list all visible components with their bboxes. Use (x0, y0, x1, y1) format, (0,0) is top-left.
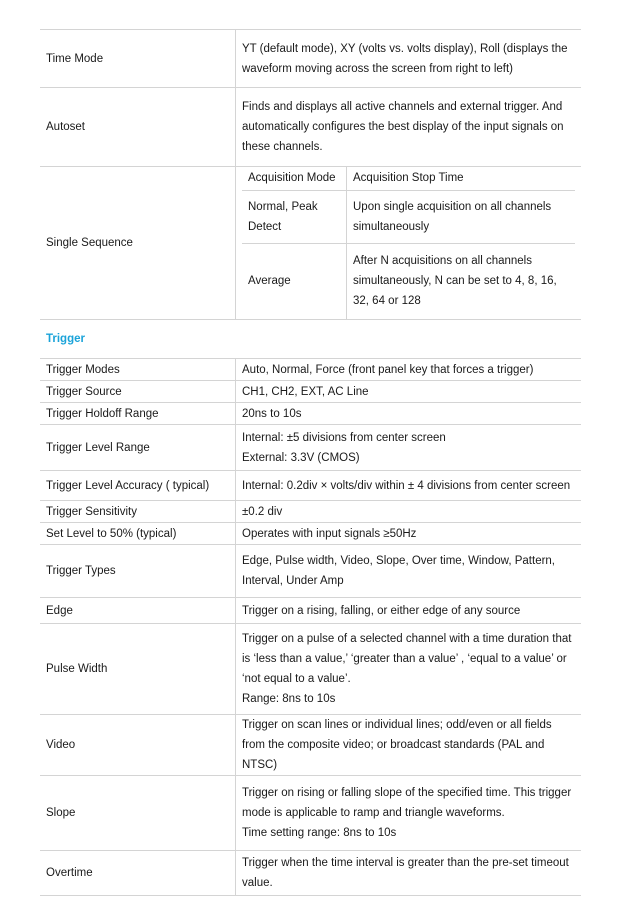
table-row (40, 624, 581, 715)
table-row (40, 359, 581, 381)
table-row (40, 598, 581, 624)
row-value: ±0.2 div (236, 501, 582, 523)
row-label: Slope (40, 776, 236, 851)
row-value: Trigger on a rising, falling, or either edge of any source (236, 598, 582, 624)
row-value: Edge, Pulse width, Video, Slope, Over time, Window, Pattern, Interval, Under Amp (236, 545, 582, 598)
value-line: Trigger on rising or falling slope of the specified time. This trigger mode is applicable to ramp and triangle waveforms. (242, 787, 572, 819)
single-sequence-subtable-cell (236, 167, 582, 320)
table-row (40, 425, 581, 471)
row-label: Autoset (40, 88, 236, 167)
row-value: 20ns to 10s (236, 403, 582, 425)
subtable-row (242, 243, 575, 319)
row-label: Trigger Holdoff Range (40, 403, 236, 425)
table-row (40, 88, 581, 167)
spec-page (40, 29, 581, 896)
table-row (40, 523, 581, 545)
row-label: Pulse Width (40, 624, 236, 715)
table-row (40, 30, 581, 88)
row-label: Trigger Source (40, 381, 236, 403)
value-line: Time setting range: 8ns to 10s (242, 827, 397, 839)
row-label: Video (40, 715, 236, 776)
row-label: Trigger Sensitivity (40, 501, 236, 523)
table-row (40, 381, 581, 403)
spec-table-trigger (40, 358, 581, 896)
row-value (236, 425, 582, 471)
table-row (40, 501, 581, 523)
row-label: Single Sequence (40, 167, 236, 320)
row-value: CH1, CH2, EXT, AC Line (236, 381, 582, 403)
table-row (40, 851, 581, 896)
row-value: Auto, Normal, Force (front panel key that forces a trigger) (236, 359, 582, 381)
value-line: Range: 8ns to 10s (242, 693, 336, 705)
row-label: Edge (40, 598, 236, 624)
section-title-trigger: Trigger (46, 333, 85, 345)
value-line: Internal: ±5 divisions from center screen (242, 431, 446, 444)
subtable-header-row (242, 167, 575, 190)
row-value: Trigger on scan lines or individual lines; odd/even or all fields from the composite video; or broadcast standards (PAL and NTSC) (236, 715, 582, 776)
row-label: Trigger Level Range (40, 425, 236, 471)
table-row (40, 167, 581, 320)
row-value (236, 624, 582, 715)
acquisition-stop-header: Acquisition Stop Time (347, 167, 576, 190)
value-line: External: 3.3V (CMOS) (242, 451, 360, 464)
acquisition-stop-time: After N acquisitions on all channels simultaneously, N can be set to 4, 8, 16, 32, 64 or 128 (347, 243, 576, 319)
row-value: YT (default mode), XY (volts vs. volts display), Roll (displays the waveform moving across the screen from right to left) (236, 30, 582, 88)
row-value (236, 776, 582, 851)
row-label: Trigger Level Accuracy ( typical) (40, 471, 236, 501)
row-value: Internal: 0.2div × volts/div within ± 4 divisions from center screen (236, 471, 582, 501)
row-value: Operates with input signals ≥50Hz (236, 523, 582, 545)
table-row (40, 776, 581, 851)
spec-table-top (40, 29, 581, 320)
single-sequence-subtable (242, 167, 575, 319)
row-value: Trigger when the time interval is greater than the pre-set timeout value. (236, 851, 582, 896)
table-row (40, 471, 581, 501)
table-row (40, 715, 581, 776)
row-label: Set Level to 50% (typical) (40, 523, 236, 545)
acquisition-mode: Average (242, 243, 347, 319)
row-label: Time Mode (40, 30, 236, 88)
row-label: Trigger Types (40, 545, 236, 598)
row-label: Overtime (40, 851, 236, 896)
acquisition-mode-header: Acquisition Mode (248, 172, 336, 185)
acquisition-mode: Normal, Peak Detect (242, 190, 347, 243)
value-line: Trigger on a pulse of a selected channel with a time duration that is ‘less than a value,’ ‘greater than a value’ , ‘equal to a value’ or ‘not equal to a value’. (242, 633, 572, 685)
acquisition-stop-time: Upon single acquisition on all channels simultaneously (347, 190, 576, 243)
subtable-row (242, 190, 575, 243)
table-row (40, 403, 581, 425)
table-row (40, 545, 581, 598)
row-label: Trigger Modes (40, 359, 236, 381)
row-value: Finds and displays all active channels and external trigger. And automatically configures the best display of the input signals on these channels. (236, 88, 582, 167)
